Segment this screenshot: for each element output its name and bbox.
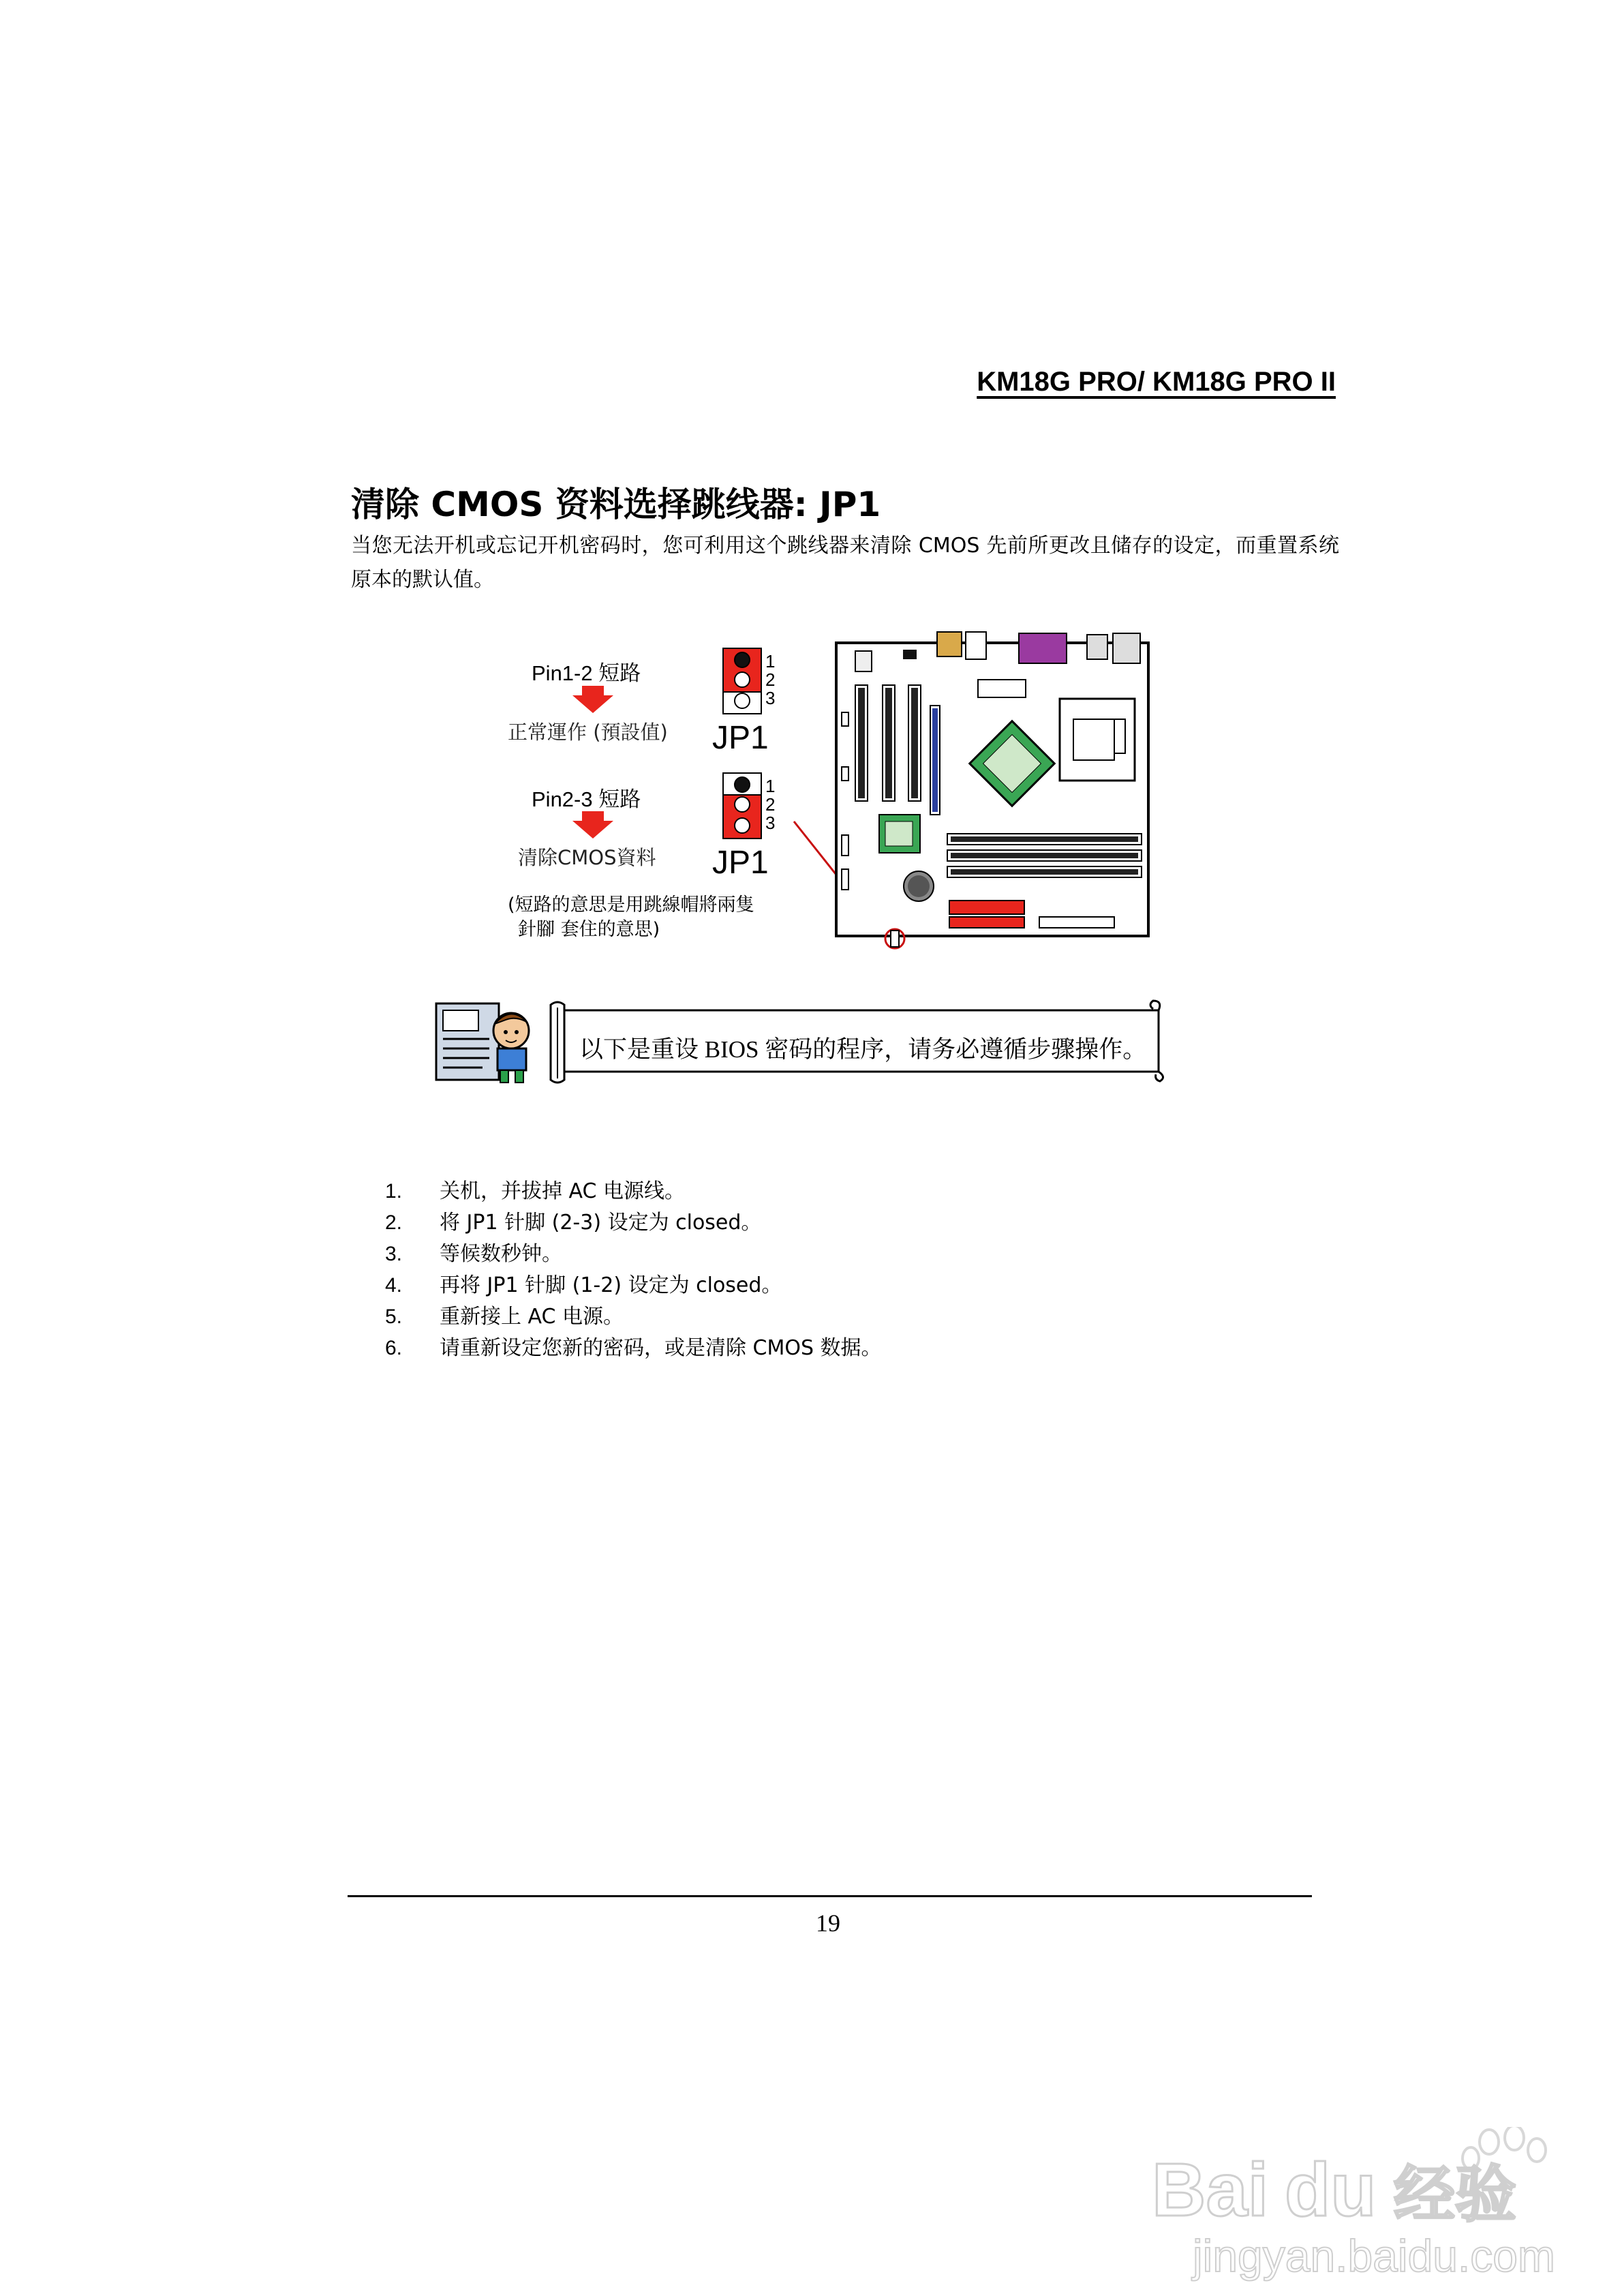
step-number: 4. — [385, 1274, 403, 1297]
pin-number: 3 — [765, 688, 776, 708]
baidu-jingyan-watermark — [1145, 2127, 1581, 2284]
step-number: 2. — [385, 1211, 403, 1234]
note-line-1: (短路的意思是用跳線帽將兩隻 — [508, 894, 754, 916]
pin-number: 1 — [765, 651, 776, 671]
jumper-label: JP1 — [712, 845, 769, 881]
steps-list — [385, 1176, 882, 1364]
step-text: 将 JP1 针脚 (2-3) 设定为 closed。 — [440, 1211, 762, 1235]
pin-number: 2 — [765, 794, 776, 815]
watermark-subtitle: 经验 — [1394, 2159, 1516, 2231]
step-text: 重新接上 AC 电源。 — [440, 1305, 624, 1329]
motherboard-diagram — [835, 631, 1155, 951]
arrow-down-icon — [572, 811, 613, 839]
intro-paragraph: 当您无法开机或忘记开机密码时，您可利用这个跳线器来清除 CMOS 先前所更改且储存的设定，而重置系统原本的默认值。 — [351, 534, 1339, 592]
list-item — [385, 1239, 882, 1270]
pin-number: 3 — [765, 813, 776, 833]
watermark-brand: Bai — [1152, 2148, 1269, 2232]
reading-person-icon — [435, 1001, 544, 1084]
jumper-jp1-pin12-closed — [722, 648, 763, 716]
watermark-url: jingyan.baidu.com — [1193, 2231, 1555, 2281]
step-text: 等候数秒钟。 — [440, 1242, 562, 1266]
pin12-label: Pin1-2 短路 — [532, 661, 641, 685]
list-item — [385, 1176, 882, 1207]
list-item — [385, 1333, 882, 1364]
step-number: 5. — [385, 1305, 403, 1328]
document-header: KM18G PRO/ KM18G PRO II — [977, 367, 1336, 397]
footer-divider — [348, 1895, 1312, 1897]
pin23-label: Pin2-3 短路 — [532, 787, 641, 811]
list-item — [385, 1207, 882, 1239]
pin23-description: 清除CMOS資料 — [518, 846, 656, 869]
pin-number: 1 — [765, 776, 776, 796]
step-text: 请重新设定您新的密码，或是清除 CMOS 数据。 — [440, 1336, 882, 1360]
list-item — [385, 1270, 882, 1301]
step-text: 关机，并拔掉 AC 电源线。 — [440, 1179, 686, 1203]
watermark-brand-2: du — [1285, 2148, 1377, 2232]
list-item — [385, 1301, 882, 1333]
arrow-down-icon — [572, 686, 613, 713]
section-title: 清除 CMOS 资料选择跳线器: JP1 — [351, 485, 881, 524]
note-line-2: 針腳 套住的意思) — [518, 919, 660, 940]
step-number: 1. — [385, 1180, 403, 1203]
pin12-description: 正常運作 (預設值) — [508, 721, 668, 744]
jumper-jp1-pin23-closed — [722, 772, 763, 841]
step-text: 再将 JP1 针脚 (1-2) 设定为 closed。 — [440, 1273, 782, 1297]
jumper-label: JP1 — [712, 720, 769, 756]
step-number: 6. — [385, 1337, 403, 1359]
pin-number: 2 — [765, 669, 776, 690]
page-number: 19 — [816, 1909, 840, 1937]
step-number: 3. — [385, 1243, 403, 1265]
tip-text: 以下是重设 BIOS 密码的程序，请务必遵循步骤操作。 — [579, 1036, 1147, 1063]
